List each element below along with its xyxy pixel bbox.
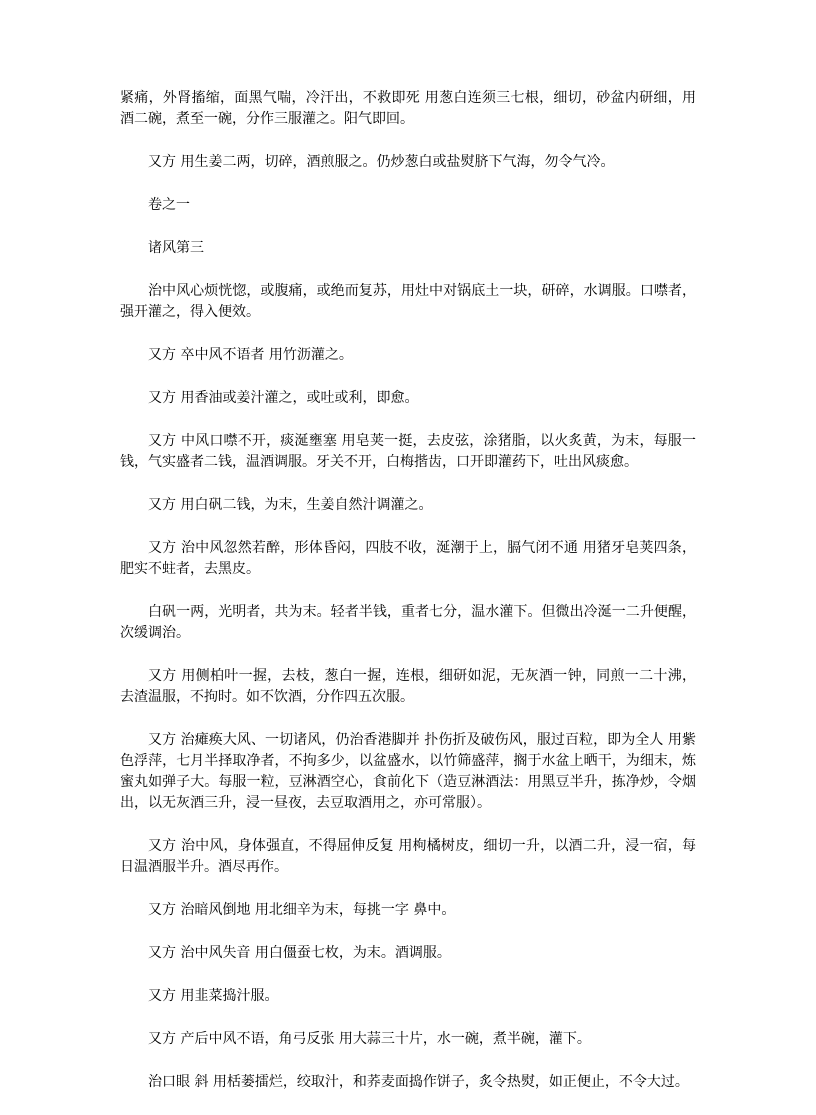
volume-heading: 卷之一	[148, 197, 190, 213]
paragraph: 又方 用侧柏叶一握，去枝，葱白一握，连根，细研如泥，无灰酒一钟，同煎一二十沸，去渣温服，不拘时。如不饮酒，分作四五次服。	[120, 668, 696, 705]
section-heading: 诸风第三	[148, 240, 204, 256]
paragraph: 又方 用韭菜捣汁服。	[148, 988, 279, 1004]
paragraph: 白矾一两，光明者，共为末。轻者半钱，重者七分，温水灌下。但微出冷涎一二升便醒，次缓调治。	[120, 604, 696, 641]
paragraph: 又方 治瘫痪大风、一切诸风，仍治香港脚并 扑伤折及破伤风，服过百粒，即为全人 用紫色浮萍，七月半择取净者，不拘多少，以盆盛水，以竹筛盛萍，搁于水盆上晒干，为细末，炼蜜丸如弹子大。每服一粒，豆淋酒空心，食前化下（造豆淋酒法：用黑豆半升，拣净炒，令烟出，以无灰酒三升，浸一昼夜，去豆取酒用之，亦可常服）。	[120, 732, 696, 811]
paragraph: 治中风心烦恍惚，或腹痛，或绝而复苏，用灶中对锅底土一块，研碎，水调服。口噤者，强开灌之，得入便效。	[120, 283, 696, 320]
paragraph: 又方 用香油或姜汁灌之，或吐或利，即愈。	[148, 390, 419, 406]
paragraph: 又方 治暗风倒地 用北细辛为末，每挑一字 鼻中。	[148, 902, 456, 918]
paragraph: 治口眼 斜 用栝蒌擂烂，绞取汁，和荞麦面捣作饼子，炙令热熨，如正便止，不令大过。	[148, 1074, 689, 1090]
paragraph: 又方 中风口噤不开，痰涎壅塞 用皂荚一挺，去皮弦，涂猪脂，以火炙黄，为末，每服一钱，气实盛者二钱，温酒调服。牙关不开，白梅揩齿，口开即灌药下，吐出风痰愈。	[120, 433, 696, 470]
paragraph-continuation: 紧痛，外肾搐缩，面黑气喘，冷汗出，不救即死 用葱白连须三七根，细切，砂盆内研细，用酒二碗，煮至一碗，分作三服灌之。阳气即回。	[120, 90, 696, 127]
paragraph: 又方 用生姜二两，切碎，酒煎服之。仍炒葱白或盐熨脐下气海，勿令气冷。	[148, 154, 615, 170]
paragraph: 又方 用白矾二钱，为末，生姜自然汁调灌之。	[148, 497, 433, 513]
paragraph: 又方 卒中风不语者 用竹沥灌之。	[148, 347, 353, 363]
paragraph: 又方 治中风忽然若醉，形体昏闷，四肢不收，涎潮于上，膈气闭不通 用猪牙皂荚四条，肥实不蛀者，去黑皮。	[120, 540, 696, 577]
document-page	[120, 88, 696, 1115]
paragraph: 又方 治中风失音 用白僵蚕七枚，为末。酒调服。	[148, 945, 451, 961]
paragraph: 又方 产后中风不语，角弓反张 用大蒜三十片，水一碗，煮半碗，灌下。	[148, 1031, 591, 1047]
paragraph: 又方 治中风，身体强直，不得屈伸反复 用枸橘树皮，细切一升，以酒二升，浸一宿，每日温酒服半升。酒尽再作。	[120, 838, 696, 875]
